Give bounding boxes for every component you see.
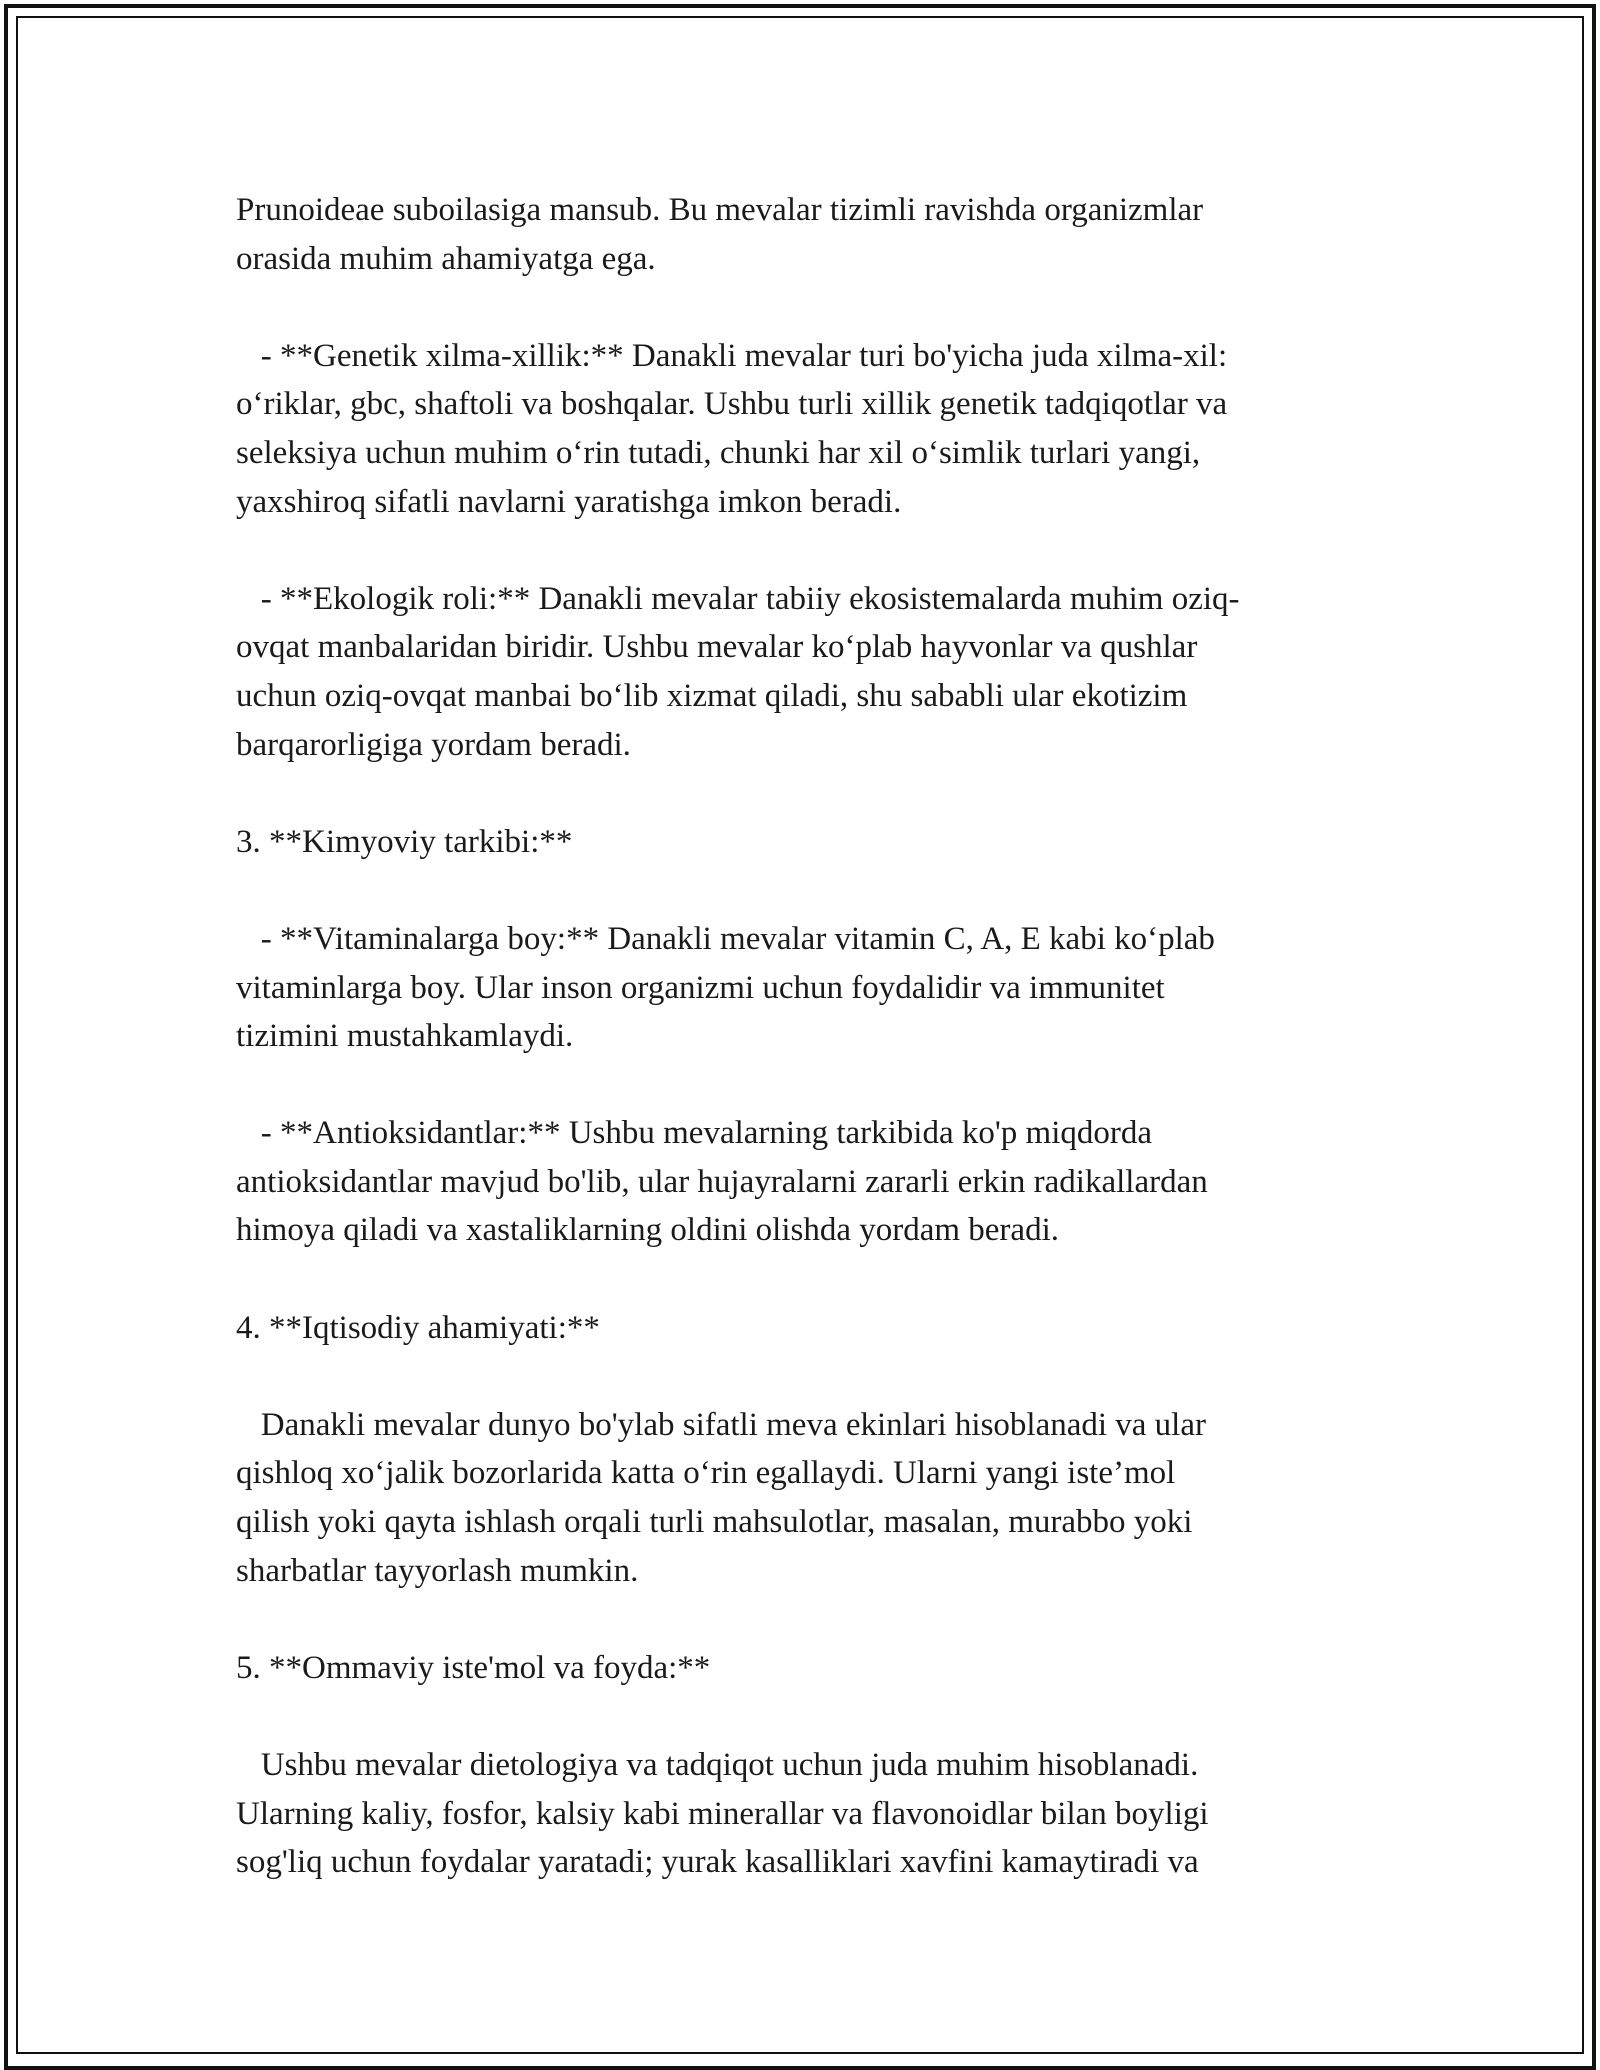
paragraph-intro: Prunoideae suboilasiga mansub. Bu mevalar tizimli ravishda organizmlar orasida muhim ahamiyatga ega. [236,192,1204,277]
paragraph-genetic-diversity: - **Genetik xilma-xillik:** Danakli mevalar turi bo'yicha juda xilma-xil: o‘riklar, gbc, shaftoli va boshqalar. Ushbu turli xillik genetik tadqiqotlar va seleksiya uchun muhim o‘rin tutadi, chunki har xil o‘simlik turlari yangi, yaxshiroq sifatli navlarni yaratishga imkon beradi. [236,337,1228,520]
heading-mass-consumption: 5. **Ommaviy iste'mol va foyda:** [236,1649,711,1686]
paragraph-consumption: Ushbu mevalar dietologiya va tadqiqot uchun juda muhim hisoblanadi. Ularning kaliy, fosfor, kalsiy kabi minerallar va flavonoidlar bilan boyligi sog'liq uchun foydalar yaratadi; yurak kasalliklari xavfini kamaytiradi va [236,1747,1209,1881]
heading-economic-importance: 4. **Iqtisodiy ahamiyati:** [236,1309,600,1346]
heading-chemical-composition: 3. **Kimyoviy tarkibi:** [236,823,573,860]
document-body [236,186,1366,1887]
paragraph-vitamins: - **Vitaminalarga boy:** Danakli mevalar vitamin C, A, E kabi ko‘plab vitaminlarga boy. Ular inson organizmi uchun foydalidir va immunitet tizimini mustahkamlaydi. [236,920,1215,1055]
paragraph-ecological-role: - **Ekologik roli:** Danakli mevalar tabiiy ekosistemalarda muhim oziq- ovqat manbalaridan biridir. Ushbu mevalar ko‘plab hayvonlar va qushlar uchun oziq-ovqat manbai bo‘lib xizmat qiladi, shu sababli ular ekotizim barqarorligiga yordam beradi. [236,580,1240,763]
paragraph-economic: Danakli mevalar dunyo bo'ylab sifatli meva ekinlari hisoblanadi va ular qishloq xo‘jalik bozorlarida katta o‘rin egallaydi. Ularni yangi iste’mol qilish yoki qayta ishlash orqali turli mahsulotlar, masalan, murabbo yoki sharbatlar tayyorlash mumkin. [236,1406,1206,1589]
paragraph-antioxidants: - **Antioksidantlar:** Ushbu mevalarning tarkibida ko'p miqdorda antioksidantlar mavjud bo'lib, ular hujayralarni zararli erkin radikallardan himoya qiladi va xastaliklarning oldini olishda yordam beradi. [236,1115,1208,1249]
